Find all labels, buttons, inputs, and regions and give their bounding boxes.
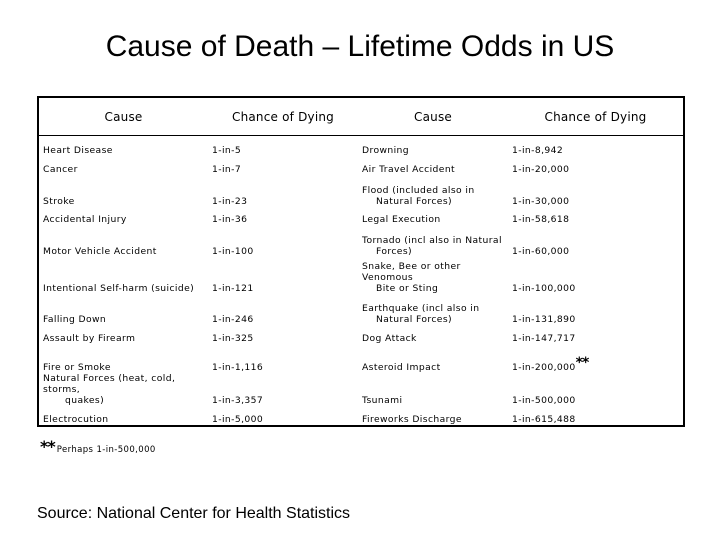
odds-cell: 1-in-246 (212, 313, 254, 325)
cause-line: Natural Forces (heat, cold, storms, (43, 372, 176, 395)
cause-line: quakes) (65, 394, 105, 406)
odds-cell: 1-in-60,000 (512, 245, 570, 257)
cause-line: Flood (included also in (362, 184, 475, 196)
cause-line: Earthquake (incl also in (362, 302, 480, 314)
cause-cell (358, 294, 508, 325)
odds-cell: 1-in-147,717 (512, 332, 576, 344)
table-row (38, 156, 684, 175)
table-row (38, 207, 684, 225)
footnote (40, 437, 156, 456)
header-chance-2: Chance of Dying (544, 109, 647, 124)
cause-cell (358, 175, 508, 207)
table-row (38, 406, 684, 426)
cause-cell: Falling Down (43, 313, 107, 325)
odds-table (37, 96, 685, 427)
cause-cell (38, 373, 208, 406)
table-row (38, 325, 684, 344)
odds-cell: 1-in-615,488 (512, 413, 576, 425)
odds-cell: 1-in-30,000 (512, 195, 570, 207)
odds-cell: 1-in-20,000 (512, 163, 570, 175)
header-chance-1: Chance of Dying (231, 109, 335, 124)
odds-cell: 1-in-1,116 (212, 361, 264, 373)
footnote-text: Perhaps 1-in-500,000 (56, 445, 156, 455)
header-cause-1: Cause (104, 109, 143, 124)
cause-line: Forces) (376, 245, 413, 257)
source-citation: Source: National Center for Health Statistics (37, 505, 351, 522)
cause-cell: Intentional Self-harm (suicide) (43, 282, 195, 294)
cause-cell: Assault by Firearm (43, 332, 136, 344)
cause-line: Natural Forces) (376, 313, 453, 325)
cause-cell: Legal Execution (362, 213, 441, 225)
cause-line: Tornado (incl also in Natural (362, 234, 502, 246)
odds-cell: 1-in-23 (212, 195, 248, 207)
table-row (38, 294, 684, 325)
cause-line: Snake, Bee or other Venomous (362, 260, 461, 283)
cause-line: Bite or Sting (376, 282, 439, 294)
odds-cell (508, 344, 684, 373)
table-header-row (38, 97, 684, 136)
cause-line: Natural Forces) (376, 195, 453, 207)
footnote-marker: ** (575, 354, 589, 371)
odds-cell: 1-in-8,942 (508, 136, 684, 156)
header-cause-2: Cause (414, 109, 452, 124)
table-row (38, 136, 684, 156)
odds-cell: 1-in-100,000 (512, 282, 576, 294)
odds-cell: 1-in-36 (212, 213, 248, 225)
cause-cell: Electrocution (43, 413, 109, 425)
cause-cell (358, 257, 508, 294)
page-title: Cause of Death – Lifetime Odds in US (105, 30, 615, 63)
cause-cell: Cancer (43, 163, 78, 175)
table-row (38, 175, 684, 207)
odds-cell: 1-in-3,357 (212, 394, 264, 406)
cause-cell: Dog Attack (362, 332, 417, 344)
odds-cell: 1-in-5 (208, 136, 358, 156)
odds-cell: 1-in-500,000 (512, 394, 576, 406)
cause-cell: Air Travel Accident (362, 163, 456, 175)
cause-cell: Fireworks Discharge (362, 413, 462, 425)
odds-cell: 1-in-58,618 (512, 213, 570, 225)
cause-cell: Motor Vehicle Accident (43, 245, 157, 257)
table-row (38, 373, 684, 406)
table-row (38, 257, 684, 294)
cause-cell: Asteroid Impact (362, 361, 441, 373)
table-row (38, 344, 684, 373)
cause-cell (358, 225, 508, 257)
cause-cell: Heart Disease (38, 136, 208, 156)
footnote-marker: ** (40, 437, 55, 456)
cause-cell: Drowning (358, 136, 508, 156)
odds-cell: 1-in-121 (212, 282, 254, 294)
cause-cell: Fire or Smoke (43, 361, 111, 373)
odds-cell: 1-in-325 (212, 332, 254, 344)
odds-cell: 1-in-7 (212, 163, 242, 175)
odds-value: 1-in-200,000 (512, 361, 576, 373)
odds-cell: 1-in-100 (212, 245, 254, 257)
cause-cell: Tsunami (362, 394, 403, 406)
table-row (38, 225, 684, 257)
cause-cell: Stroke (43, 195, 75, 207)
odds-cell: 1-in-5,000 (212, 413, 264, 425)
odds-cell: 1-in-131,890 (512, 313, 576, 325)
cause-cell: Accidental Injury (43, 213, 127, 225)
